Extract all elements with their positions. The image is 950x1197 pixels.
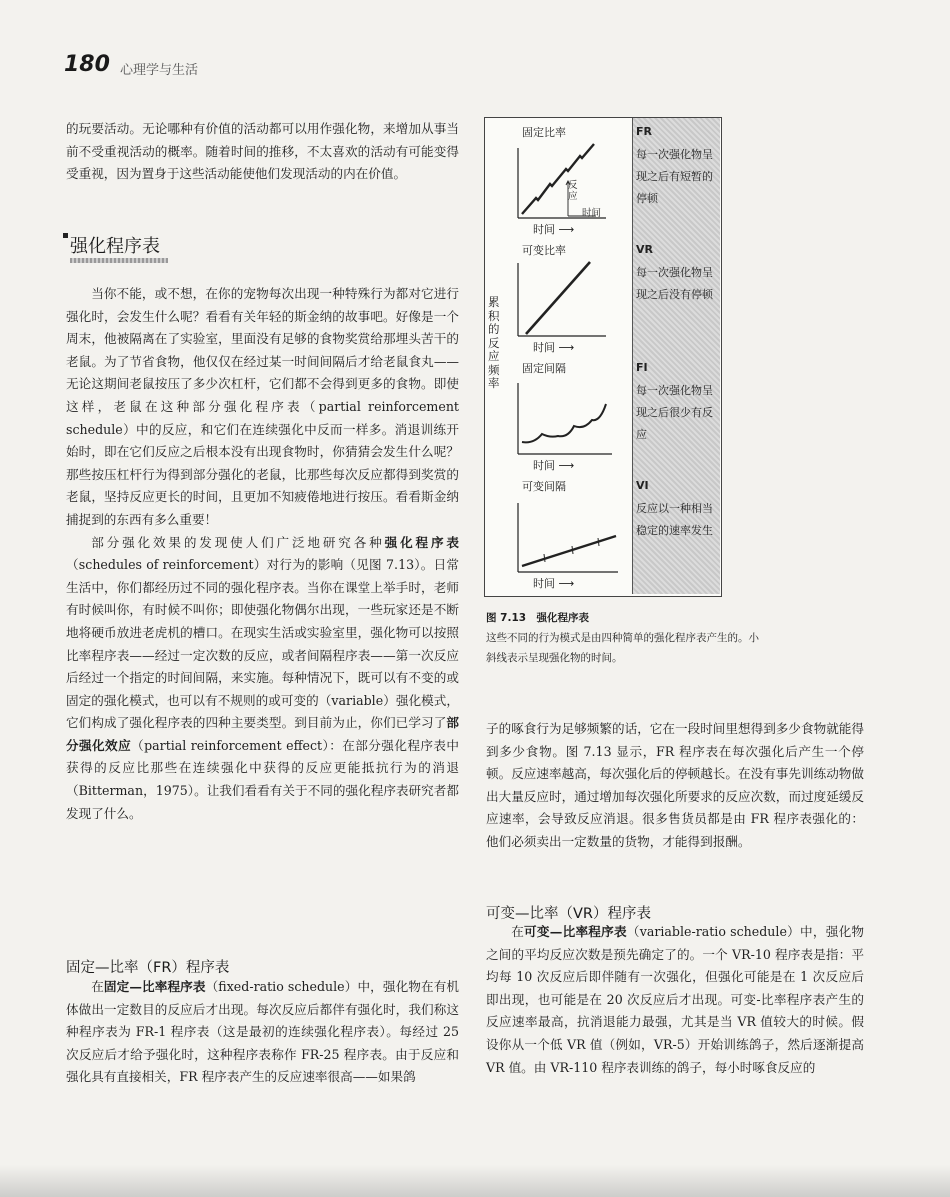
paragraph-schedules <box>66 532 459 826</box>
time-caption-fr: 时间 ⟶ <box>533 223 575 236</box>
page-number: 180 <box>64 52 110 77</box>
text-run: （partial reinforcement effect）：在部分强化程序表中获得的反应比那些在连续强化中获得的反应更能抵抗行为的消退（Bitterman，1975）。让我们看看有关于不同的强化程序表研究者都发现了什么。 <box>66 737 459 821</box>
fr-body <box>66 976 459 1089</box>
schedule-desc-fr: 每一次强化物呈现之后有短暂的停顿 <box>636 148 713 205</box>
intro-paragraph: 的玩要活动。无论哪种有价值的活动都可以用作强化物，来增加从事当前不受重视活动的概率。随着时间的推移，不太喜欢的活动有可能变得受重视，因为置身于这些活动能使他们发现活动的内在价值。 <box>66 121 459 182</box>
graph-vi <box>518 503 618 572</box>
schedule-abbr-fr: FR <box>636 125 652 138</box>
paragraph-partial-reinforcement: 当你不能，或不想，在你的宠物每次出现一种特殊行为都对它进行强化时，会发生什么呢？看看有关年轻的斯金纳的故事吧。好像是一个周末，他被隔离在了实验室，里面没有足够的食物奖赏给那埋头苦干的老鼠。为了节省食物，他仅仅在经过某一时间间隔后才给老鼠食丸——无论这期间老鼠按压了多少次杠杆，它们都不会得到更多的食物。即使这样，老鼠在这种部分强化程序表（partial reinforcement schedule）中的反应，和它们在连续强化中反而一样多。消退训练开始时，即在它们反应之后根本没有出现食物时，你猜猜会发生什么呢？那些按压杠杆行为得到部分强化的老鼠，比那些每次反应都得到奖赏的老鼠，坚持反应更长的时间，且更加不知疲倦地进行按压。看看斯金纳捕捉到的东西有多么重要！ <box>66 286 459 527</box>
text-run: 在 <box>91 979 104 994</box>
schedule-desc-fi: 每一次强化物呈现之后很少有反应 <box>636 384 713 441</box>
figure-y-axis-label: 累积的反应频率 <box>488 295 500 390</box>
heading-underline <box>70 258 168 263</box>
panel-title-fi: 固定间隔 <box>522 362 566 375</box>
panel-title-vr: 可变比率 <box>522 244 566 257</box>
running-title: 心理学与生活 <box>120 63 199 78</box>
graph-fr <box>518 144 606 218</box>
scan-bottom-edge <box>0 1165 950 1197</box>
graph-vr <box>518 262 606 336</box>
schedule-desc-vi: 反应以一种相当稳定的速率发生 <box>636 502 713 537</box>
term-schedules: 强化程序表 <box>384 534 460 550</box>
figure-caption-body: 这些不同的行为模式是由四种简单的强化程序表产生的。小斜线表示呈现强化物的时间。 <box>486 632 759 664</box>
term-variable-ratio: 可变—比率程序表 <box>524 924 627 939</box>
paragraph-fr-continued: 子的啄食行为足够频繁的话，它在一段时间里想得到多少食物就能得到多少食物。图 7.13 显示，FR 程序表在每次强化后产生一个停顿。反应速率越高，每次强化后的停顿越长。在没有事先训练动物做出大量反应时，通过增加每次强化所要求的反应次数，而过度延缓反应速率，会导致反应消退。很多售货员都是由 FR 程序表强化的：他们必须卖出一定数量的货物，才能得到报酬。 <box>486 721 864 849</box>
schedule-abbr-vi: VI <box>636 479 649 492</box>
schedule-desc-vr: 每一次强化物呈现之后没有停顿 <box>636 266 713 301</box>
figure-divider <box>632 118 633 594</box>
left-body <box>66 283 459 825</box>
fr-heading: 固定—比率（FR）程序表 <box>66 960 230 976</box>
term-partial-effect: 部分强化效应 <box>66 715 459 753</box>
figure-caption-title: 图 7.13 强化程序表 <box>486 612 590 624</box>
time-caption-vi: 时间 ⟶ <box>533 577 575 590</box>
text-run: 在 <box>511 924 525 939</box>
text-run: 部分强化效果的发现使人们广泛地研究各种 <box>91 534 385 550</box>
time-caption-fi: 时间 ⟶ <box>533 459 575 472</box>
panel-title-fr: 固定比率 <box>522 126 566 139</box>
heading-square-icon <box>63 233 68 238</box>
vr-body <box>486 921 864 1079</box>
time-caption-vr: 时间 ⟶ <box>533 341 575 354</box>
text-run: （fixed-ratio schedule）中，强化物在有机体做出一定数目的反应后才出现。每次反应后都伴有强化时，我们称这种程序表为 FR-1 程序表（这是最初的连续强化程序表）。每经过 25 次反应后才给予强化时，这种程序表称作 FR-25 程序表。由于反应和强化具有直接相关，FR 程序表产生的反应速率很高——如果鸽 <box>66 979 460 1085</box>
schedule-abbr-fi: FI <box>636 361 648 374</box>
text-run: （variable-ratio schedule）中，强化物之间的平均反应次数是预先确定了的。一个 VR-10 程序表是指：平均每 10 次反应后即伴随有一次强化，但强化可能是在 1 次反应后即出现，也可能是在 20 次反应后才出现。可变-比率程序表产生的反应速率最高，抗消退能力最强，尤其是当 VR 值较大的时候。假设你从一个低 VR 值（例如，VR-5）开始训练鸽子，然后逐渐提高 VR 值。由 VR-110 程序表训练的鸽子，每小时啄食反应的 <box>486 924 865 1075</box>
panel-title-vi: 可变间隔 <box>522 480 566 493</box>
text-run: （schedules of reinforcement）对行为的影响（见图 7.13）。日常生活中，你们都经历过不同的强化程序表。当你在课堂上举手时，老师有时候叫你，有时候不叫你；即使强化物偶尔出现，一些玩家还是不断地将硬币放进老虎机的槽口。在现实生活或实验室里，强化物可以按照比率程序表——经过一定次数的反应，或者间隔程序表——第一次反应后经过一个指定的时间间隔，来实施。每种情况下，既可以有不变的或固定的强化模式，也可以有不规则的或可变的（variable）强化模式，它们构成了强化程序表的四种主要类型。到目前为止，你们已学习了 <box>66 557 459 731</box>
term-fixed-ratio: 固定—比率程序表 <box>103 979 206 994</box>
section-heading: 强化程序表 <box>70 236 160 257</box>
paragraph-fr <box>66 976 459 1089</box>
right-body <box>486 718 864 854</box>
inset-y-label: 反应 <box>568 180 578 202</box>
paragraph-vr <box>486 921 864 1079</box>
inset-x-label: 时间 <box>582 208 602 219</box>
intro-paragraph-block <box>66 118 459 186</box>
schedule-abbr-vr: VR <box>636 243 653 256</box>
graph-fi <box>518 383 612 454</box>
figure-graphs <box>514 138 626 588</box>
vr-heading: 可变—比率（VR）程序表 <box>486 906 651 922</box>
